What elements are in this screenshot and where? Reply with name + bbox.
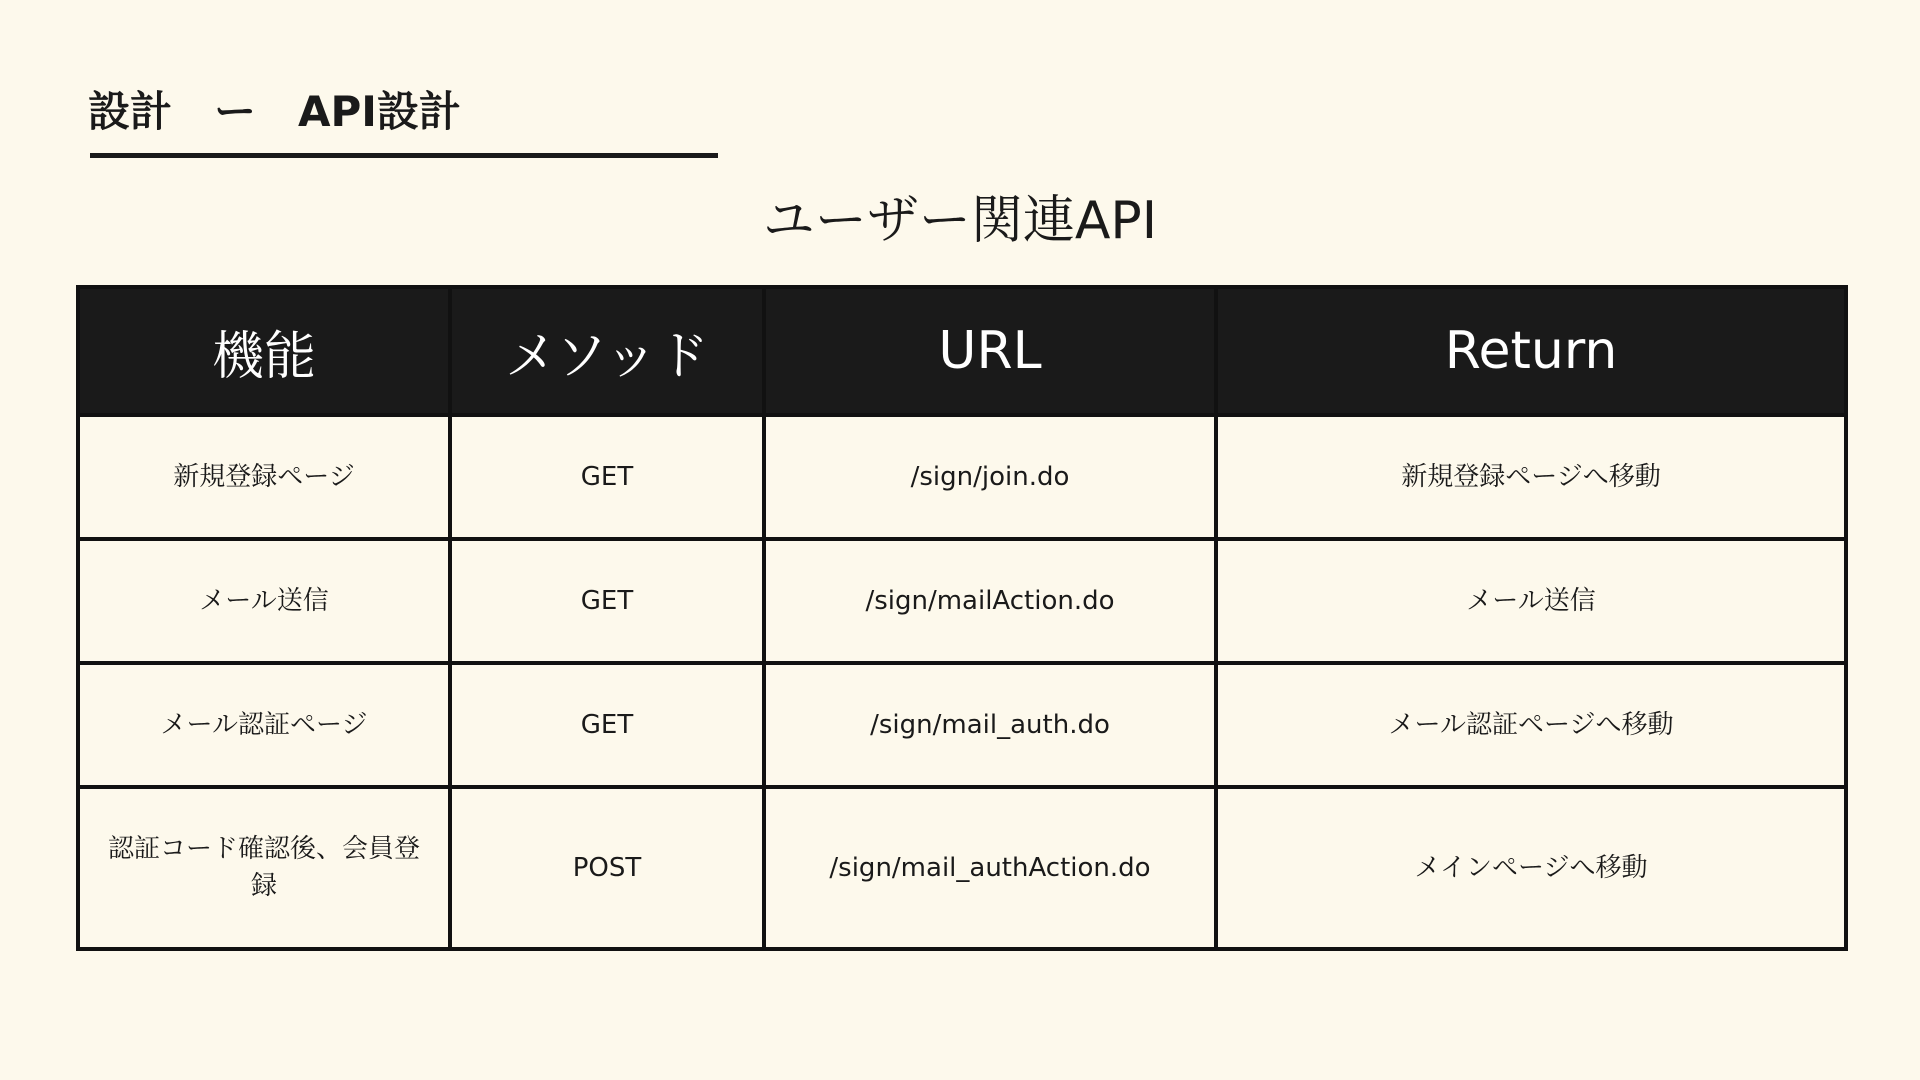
cell-url: /sign/mail_authAction.do (764, 787, 1216, 949)
header-return: Return (1216, 287, 1846, 415)
cell-return: 新規登録ページへ移動 (1216, 415, 1846, 539)
cell-return: メール送信 (1216, 539, 1846, 663)
table-row (78, 663, 1846, 787)
cell-return: メインページへ移動 (1216, 787, 1846, 949)
cell-return: メール認証ページへ移動 (1216, 663, 1846, 787)
table-header-row (78, 287, 1846, 415)
cell-function: メール送信 (78, 539, 450, 663)
cell-method: POST (450, 787, 764, 949)
table-title: ユーザー関連API (762, 191, 1158, 251)
header-method: メソッド (450, 287, 764, 415)
cell-function: 新規登録ページ (78, 415, 450, 539)
cell-function: 認証コード確認後、会員登録 (78, 787, 450, 949)
header-function: 機能 (78, 287, 450, 415)
cell-method: GET (450, 539, 764, 663)
cell-url: /sign/join.do (764, 415, 1216, 539)
cell-url: /sign/mailAction.do (764, 539, 1216, 663)
section-title: 設計 ー API設計 (88, 87, 461, 136)
cell-method: GET (450, 415, 764, 539)
cell-function: メール認証ページ (78, 663, 450, 787)
table-row (78, 415, 1846, 539)
cell-url: /sign/mail_auth.do (764, 663, 1216, 787)
table-row (78, 539, 1846, 663)
table-row (78, 787, 1846, 949)
header-url: URL (764, 287, 1216, 415)
cell-method: GET (450, 663, 764, 787)
api-table (76, 285, 1848, 951)
section-title-underline (90, 153, 718, 158)
